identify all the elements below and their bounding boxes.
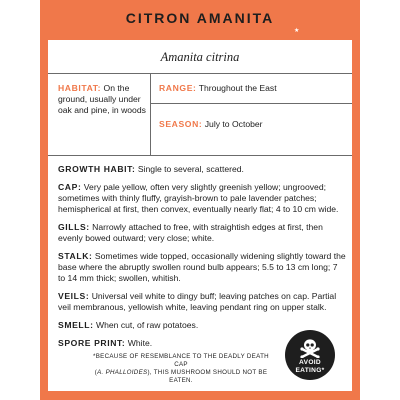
badge-label: [285, 359, 335, 374]
habitat-cell: [58, 83, 146, 116]
gills-key: GILLS:: [58, 222, 90, 232]
stalk-key: STALK:: [58, 251, 93, 261]
footnote-line-1: *BECAUSE OF RESEMBLANCE TO THE DEADLY DEATH CAP: [93, 353, 269, 368]
stalk-text: Sometimes wide topped, occasionally widening slightly toward the base where the abruptly swollen round bulb appears; 5.5 to 13 cm long; 7 to 14 mm thick; swollen, whitish.: [58, 251, 346, 283]
habitat-value: On the ground, usually under oak and pine, in woods: [58, 83, 146, 115]
gills-text: Narrowly attached to free, with straightish edges at first, then evenly bowed outward; very close; white.: [58, 222, 323, 243]
season-cell: [159, 119, 345, 130]
cap-text: Very pale yellow, often very slightly greenish yellow; ungrooved; sometimes with thinly fluffy, grayish-brown to pale lavender patches; hemispherical at first, then convex, eventually nearly flat; 4 to 10 cm wide.: [58, 182, 339, 214]
cap-paragraph: [58, 182, 346, 215]
grid-divider-vertical: [150, 74, 151, 155]
footnote-species: A. PHALLOIDES: [97, 369, 148, 376]
field-guide-card: [40, 0, 360, 400]
range-label: RANGE:: [159, 83, 197, 93]
card-title: CITRON AMANITA: [125, 10, 275, 26]
footnote-line-2: [88, 369, 274, 385]
avoid-eating-badge: [285, 330, 335, 380]
season-label: SEASON:: [159, 119, 203, 129]
footnote: [88, 353, 274, 385]
spore-print-text: White.: [127, 338, 153, 348]
description-section: [58, 164, 346, 356]
habitat-label: HABITAT:: [58, 83, 102, 93]
skull-crossbones-icon: [300, 338, 320, 358]
veils-key: VEILS:: [58, 291, 90, 301]
veils-text: Universal veil white to dingy buff; leaving patches on cap. Partial veil membranous, yellowish white, leaving pendant ring on upper stalk.: [58, 291, 337, 312]
growth-habit-paragraph: [58, 164, 346, 175]
smell-paragraph: [58, 320, 346, 331]
range-cell: [159, 83, 345, 94]
info-panel: [48, 40, 352, 391]
season-value: July to October: [204, 119, 263, 129]
smell-text: When cut, of raw potatoes.: [95, 320, 199, 330]
scientific-name: Amanita citrina: [160, 50, 240, 64]
facts-grid: [48, 73, 352, 156]
star-icon: ★: [294, 28, 300, 34]
range-value: Throughout the East: [198, 83, 277, 93]
badge-line-2: EATING*: [295, 366, 325, 374]
badge-line-1: AVOID: [299, 359, 321, 366]
gills-paragraph: [58, 222, 346, 244]
stalk-paragraph: [58, 251, 346, 284]
footnote-paren: (: [94, 369, 98, 376]
grid-divider-horizontal: [151, 103, 352, 104]
growth-habit-text: Single to several, scattered.: [137, 164, 244, 174]
cap-key: CAP:: [58, 182, 82, 192]
spore-print-key: SPORE PRINT:: [58, 338, 126, 348]
footnote-rest: ), THIS MUSHROOM SHOULD NOT BE EATEN.: [147, 369, 268, 384]
veils-paragraph: [58, 291, 346, 313]
smell-key: SMELL:: [58, 320, 94, 330]
growth-habit-key: GROWTH HABIT:: [58, 164, 136, 174]
